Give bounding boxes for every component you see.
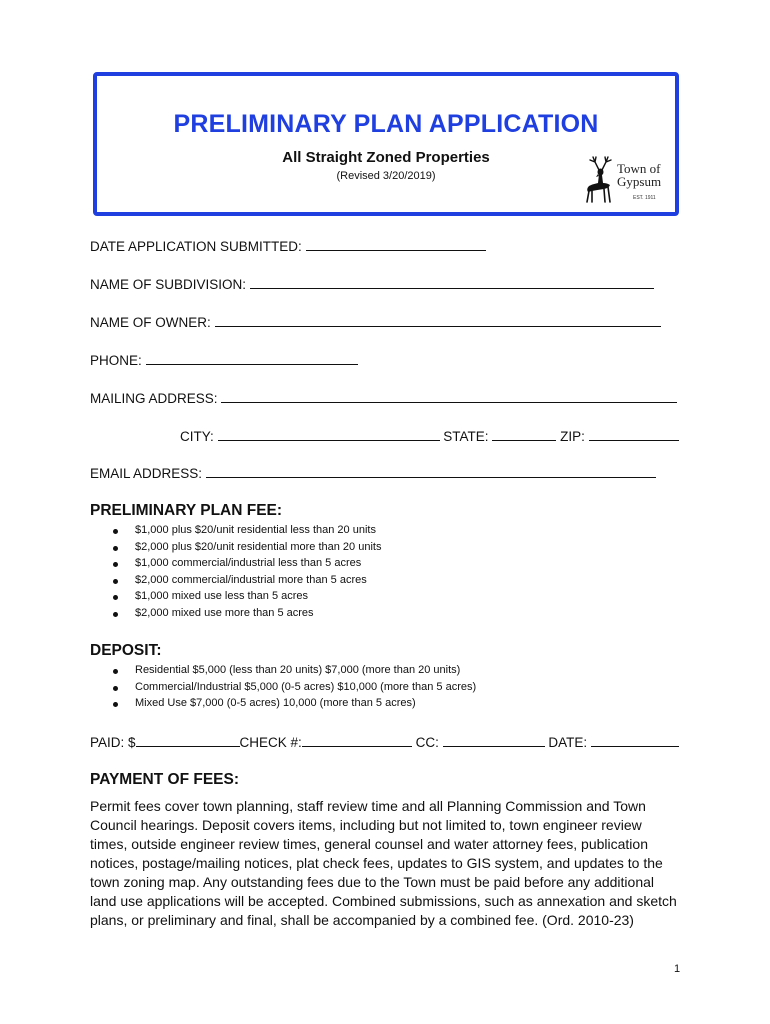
date-submitted-field[interactable] (306, 237, 486, 251)
phone-field[interactable] (146, 351, 358, 365)
date-label: DATE: (548, 735, 588, 750)
state-label: STATE: (443, 429, 489, 444)
list-item: Residential $5,000 (less than 20 units) $7,000 (more than 20 units) (110, 662, 476, 679)
page-subtitle: All Straight Zoned Properties (282, 149, 490, 166)
bullet-icon (113, 686, 118, 691)
logo-text: Town of Gypsum (617, 161, 662, 189)
cc-field[interactable] (443, 733, 545, 747)
list-item: Mixed Use $7,000 (0-5 acres) 10,000 (more than 5 acres) (110, 695, 476, 712)
list-item: $2,000 commercial/industrial more than 5 acres (110, 572, 381, 589)
date-field[interactable] (591, 733, 679, 747)
list-item: $2,000 mixed use more than 5 acres (110, 605, 381, 622)
phone-label: PHONE: (90, 353, 142, 368)
payment-row (90, 733, 679, 750)
email-row (90, 464, 656, 481)
bullet-icon (113, 562, 118, 567)
city-label: CITY: (180, 429, 214, 444)
phone-row (90, 351, 358, 368)
deposit-list (110, 662, 476, 712)
list-item: Commercial/Industrial $5,000 (0-5 acres) $10,000 (more than 5 acres) (110, 679, 476, 696)
email-field[interactable] (206, 464, 656, 478)
owner-row (90, 313, 661, 330)
owner-label: NAME OF OWNER: (90, 315, 211, 330)
date-submitted-row (90, 237, 486, 254)
fee-heading: PRELIMINARY PLAN FEE: (90, 502, 283, 519)
list-item: $1,000 mixed use less than 5 acres (110, 588, 381, 605)
date-submitted-label: DATE APPLICATION SUBMITTED: (90, 239, 302, 254)
paid-label: PAID: $ (90, 735, 136, 750)
revision-date: (Revised 3/20/2019) (336, 170, 436, 182)
header-box (93, 72, 679, 216)
bullet-icon (113, 669, 118, 674)
cc-label: CC: (415, 735, 439, 750)
list-item: $1,000 plus $20/unit residential less than 20 units (110, 522, 381, 539)
check-label: CHECK #: (239, 735, 302, 750)
bullet-icon (113, 529, 118, 534)
owner-field[interactable] (215, 313, 661, 327)
subdivision-row (90, 275, 654, 292)
mailing-address-label: MAILING ADDRESS: (90, 391, 218, 406)
page-title: PRELIMINARY PLAN APPLICATION (173, 110, 599, 138)
paid-field[interactable] (136, 733, 240, 747)
list-item: $2,000 plus $20/unit residential more than 20 units (110, 539, 381, 556)
fee-list (110, 522, 381, 621)
subdivision-field[interactable] (250, 275, 654, 289)
bullet-icon (113, 579, 118, 584)
subdivision-label: NAME OF SUBDIVISION: (90, 277, 247, 292)
city-field[interactable] (218, 427, 440, 441)
deer-icon (583, 156, 619, 204)
email-label: EMAIL ADDRESS: (90, 466, 203, 481)
bullet-icon (113, 595, 118, 600)
bullet-icon (113, 546, 118, 551)
town-logo (583, 156, 665, 204)
mailing-address-row (90, 389, 677, 406)
payment-of-fees-heading: PAYMENT OF FEES: (90, 771, 239, 788)
city-state-zip-row (180, 427, 679, 444)
payment-of-fees-text: Permit fees cover town planning, staff review time and all Planning Commission and Town Council hearings. Deposit covers items, including but not limited to, town engineer review times, outside engineer review times, general counsel and water attorney fees, publication notices, postage/mailing notices, plat check fees, updates to GIS system, and updates to the town zoning map. Any outstanding fees due to the Town must be paid before any additional land use applications will be accepted. Combined submissions, such as annexation and sketch plans, or preliminary and final, shall be accompanied by a combined fee. (Ord. 2010-23) (90, 798, 677, 928)
zip-label: ZIP: (560, 429, 585, 444)
check-field[interactable] (302, 733, 412, 747)
deposit-heading: DEPOSIT: (90, 642, 162, 659)
list-item: $1,000 commercial/industrial less than 5 acres (110, 555, 381, 572)
bullet-icon (113, 612, 118, 617)
page-number: 1 (674, 963, 681, 975)
bullet-icon (113, 702, 118, 707)
logo-est: EST. 1911 (633, 195, 656, 201)
mailing-address-field[interactable] (221, 389, 677, 403)
state-field[interactable] (492, 427, 556, 441)
zip-field[interactable] (589, 427, 679, 441)
